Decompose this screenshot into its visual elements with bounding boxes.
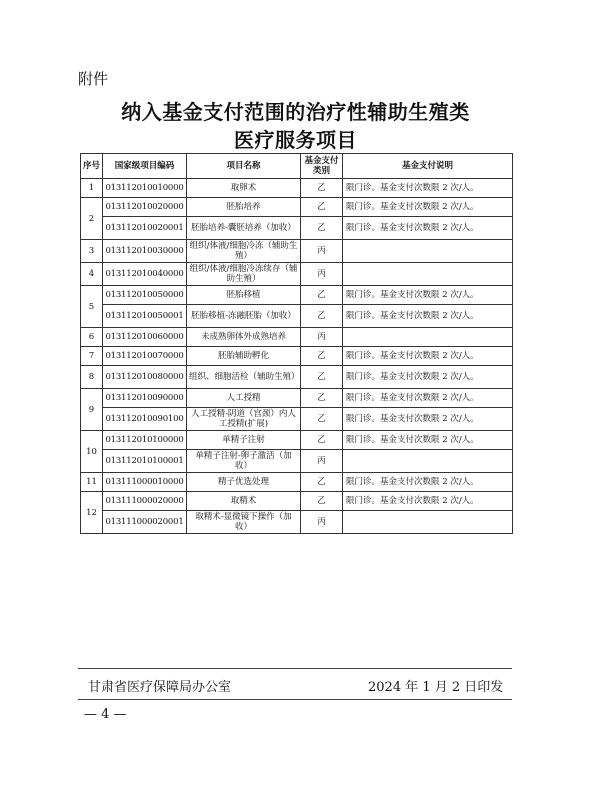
name-cell: 组织、细胞活检（辅助生殖）	[187, 366, 301, 389]
note-cell: 限门诊。基金支付次数限 2 次/人。	[343, 431, 513, 450]
column-header-note: 基金支付说明	[343, 154, 513, 179]
name-cell: 组织/体液/细胞冷冻（辅助生殖）	[187, 240, 301, 263]
code-cell: 013112010100001	[103, 450, 187, 473]
seq-cell: 1	[81, 179, 103, 198]
code-cell: 013112010040000	[103, 263, 187, 286]
column-header-seq: 序号	[81, 154, 103, 179]
name-cell: 单精子注射-卵子激活（加收）	[187, 450, 301, 473]
table-row	[81, 217, 513, 240]
code-cell: 013112010020000	[103, 198, 187, 217]
table-header-row	[81, 154, 513, 179]
code-cell: 013112010050000	[103, 286, 187, 305]
name-cell: 取精术-显微镜下操作（加收）	[187, 511, 301, 534]
category-cell: 乙	[301, 347, 343, 366]
note-cell: 限门诊。基金支付次数限 2 次/人。	[343, 347, 513, 366]
name-cell: 精子优选处理	[187, 473, 301, 492]
category-cell: 乙	[301, 217, 343, 240]
category-cell: 乙	[301, 473, 343, 492]
note-cell: 限门诊。基金支付次数限 2 次/人。	[343, 408, 513, 431]
category-cell: 丙	[301, 240, 343, 263]
name-cell: 胚胎培养-囊胚培养（加收）	[187, 217, 301, 240]
note-cell	[343, 328, 513, 347]
code-cell: 013112010020001	[103, 217, 187, 240]
seq-cell: 2	[81, 198, 103, 240]
table-row	[81, 179, 513, 198]
table-row	[81, 347, 513, 366]
fee-items-table	[80, 153, 513, 534]
issuer-name: 甘肃省医疗保障局办公室	[88, 680, 232, 695]
note-cell: 限门诊。基金支付次数限 2 次/人。	[343, 217, 513, 240]
note-cell	[343, 240, 513, 263]
note-cell: 限门诊。基金支付次数限 2 次/人。	[343, 366, 513, 389]
column-header-name: 项目名称	[187, 154, 301, 179]
table-row	[81, 240, 513, 263]
seq-cell: 11	[81, 473, 103, 492]
table-row	[81, 305, 513, 328]
name-cell: 胚胎培养	[187, 198, 301, 217]
code-cell: 013112010030000	[103, 240, 187, 263]
code-cell: 013112010090000	[103, 389, 187, 408]
name-cell: 人工授精	[187, 389, 301, 408]
seq-cell: 9	[81, 389, 103, 431]
name-cell: 胚胎辅助孵化	[187, 347, 301, 366]
page-number: — 4 —	[84, 707, 127, 722]
table-row	[81, 511, 513, 534]
name-cell: 单精子注射	[187, 431, 301, 450]
category-cell: 乙	[301, 305, 343, 328]
category-cell: 丙	[301, 511, 343, 534]
issue-date: 2024 年 1 月 2 日印发	[368, 680, 504, 695]
document-title-line2: 医疗服务项目	[234, 128, 357, 152]
table-row	[81, 328, 513, 347]
footer-bottom-rule	[78, 699, 512, 700]
code-cell: 013112010010000	[103, 179, 187, 198]
seq-cell: 5	[81, 286, 103, 328]
category-cell: 乙	[301, 198, 343, 217]
code-cell: 013112010090100	[103, 408, 187, 431]
category-cell: 乙	[301, 286, 343, 305]
seq-cell: 4	[81, 263, 103, 286]
table-row	[81, 389, 513, 408]
seq-cell: 6	[81, 328, 103, 347]
category-cell: 丙	[301, 263, 343, 286]
note-cell: 限门诊。基金支付次数限 2 次/人。	[343, 198, 513, 217]
table-row	[81, 492, 513, 511]
name-cell: 组织/体液/细胞冷冻续存（辅助生殖）	[187, 263, 301, 286]
note-cell: 限门诊。基金支付次数限 2 次/人。	[343, 179, 513, 198]
column-header-code: 国家级项目编码	[103, 154, 187, 179]
name-cell: 人工授精-阴道（宫颈）内人工授精(扩展)	[187, 408, 301, 431]
seq-cell: 10	[81, 431, 103, 473]
category-cell: 乙	[301, 492, 343, 511]
seq-cell: 7	[81, 347, 103, 366]
name-cell: 取精术	[187, 492, 301, 511]
note-cell	[343, 450, 513, 473]
table-row	[81, 431, 513, 450]
category-cell: 丙	[301, 328, 343, 347]
table-row	[81, 473, 513, 492]
seq-cell: 8	[81, 366, 103, 389]
seq-cell: 12	[81, 492, 103, 534]
name-cell: 未成熟卵体外成熟培养	[187, 328, 301, 347]
table-row	[81, 286, 513, 305]
attachment-label: 附件	[78, 70, 109, 88]
table-row	[81, 450, 513, 473]
category-cell: 乙	[301, 389, 343, 408]
table-row	[81, 366, 513, 389]
document-title-line1: 纳入基金支付范围的治疗性辅助生殖类	[121, 100, 470, 124]
name-cell: 取卵术	[187, 179, 301, 198]
seq-cell: 3	[81, 240, 103, 263]
code-cell: 013111000010000	[103, 473, 187, 492]
note-cell: 限门诊。基金支付次数限 2 次/人。	[343, 473, 513, 492]
code-cell: 013112010060000	[103, 328, 187, 347]
code-cell: 013112010080000	[103, 366, 187, 389]
code-cell: 013112010050001	[103, 305, 187, 328]
category-cell: 乙	[301, 366, 343, 389]
table-row	[81, 408, 513, 431]
note-cell: 限门诊。基金支付次数限 2 次/人。	[343, 305, 513, 328]
code-cell: 013112010070000	[103, 347, 187, 366]
footer-top-rule	[78, 668, 512, 669]
category-cell: 丙	[301, 450, 343, 473]
table-row	[81, 263, 513, 286]
name-cell: 胚胎移植-冻融胚胎（加收）	[187, 305, 301, 328]
note-cell: 限门诊。基金支付次数限 2 次/人。	[343, 492, 513, 511]
category-cell: 乙	[301, 179, 343, 198]
code-cell: 013112010100000	[103, 431, 187, 450]
column-header-category: 基金支付类别	[301, 154, 343, 179]
category-cell: 乙	[301, 408, 343, 431]
note-cell: 限门诊。基金支付次数限 2 次/人。	[343, 286, 513, 305]
code-cell: 013111000020000	[103, 492, 187, 511]
category-cell: 乙	[301, 431, 343, 450]
code-cell: 013111000020001	[103, 511, 187, 534]
note-cell	[343, 511, 513, 534]
table-row	[81, 198, 513, 217]
note-cell	[343, 263, 513, 286]
name-cell: 胚胎移植	[187, 286, 301, 305]
note-cell: 限门诊。基金支付次数限 2 次/人。	[343, 389, 513, 408]
